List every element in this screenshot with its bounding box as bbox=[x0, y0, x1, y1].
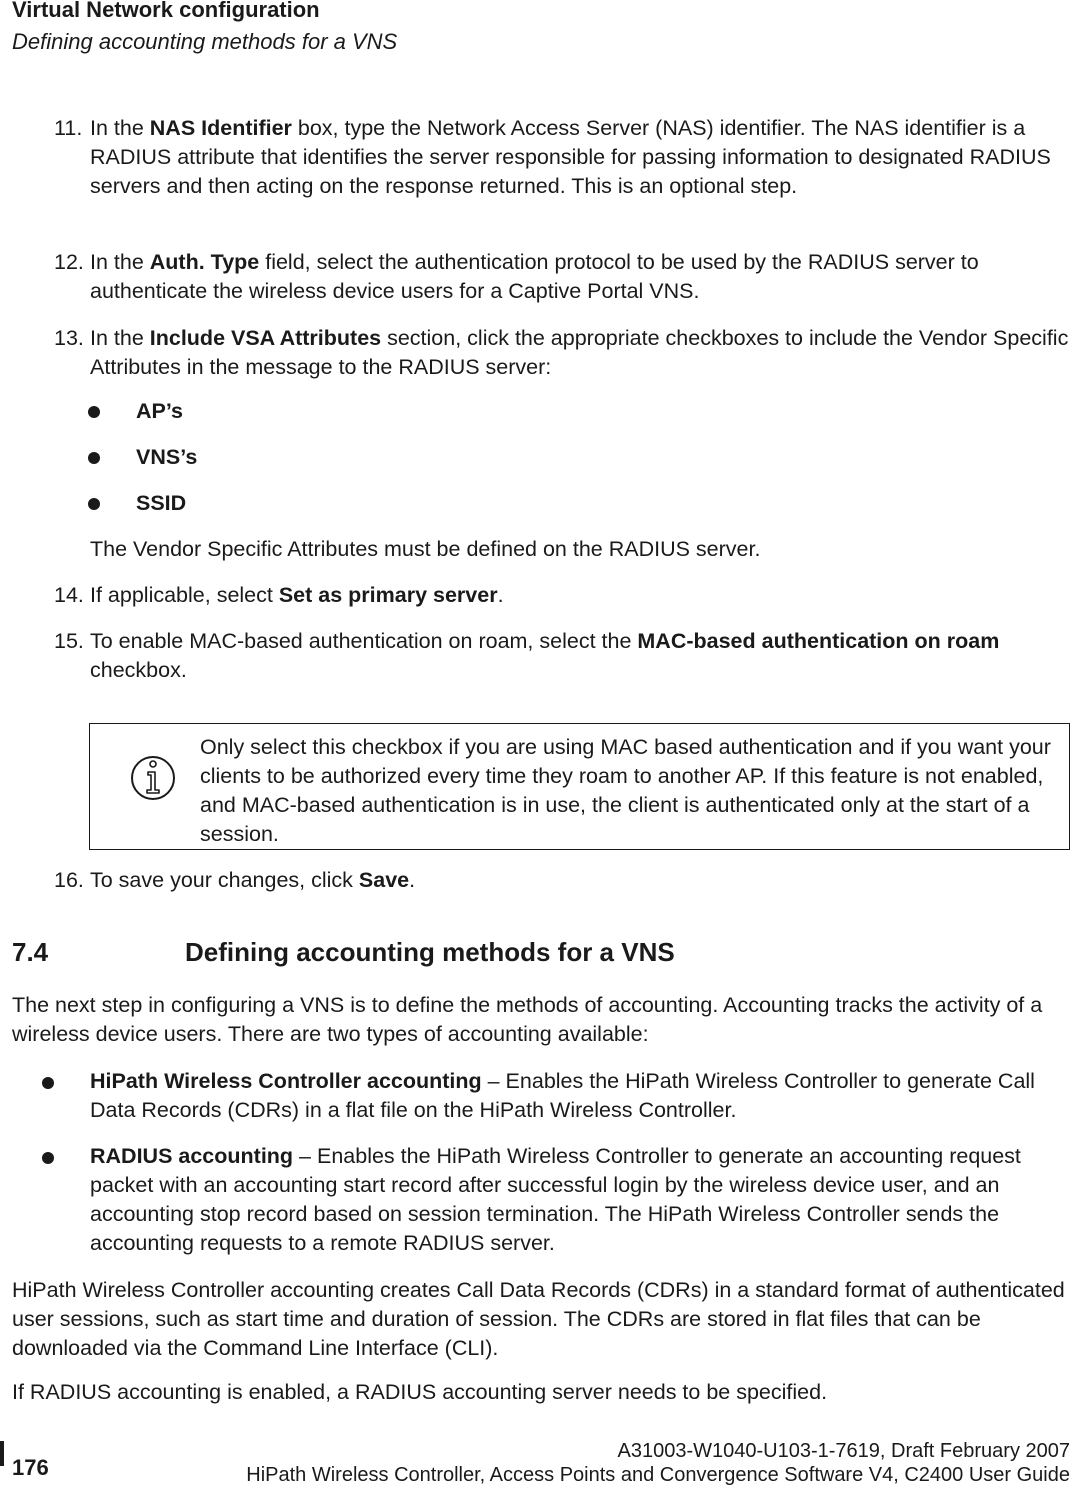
footer-doc-title: HiPath Wireless Controller, Access Points and Convergence Software V4, C2400 User Guide bbox=[246, 1464, 1070, 1486]
footer-doc-id: A31003-W1040-U103-1-7619, Draft February 2007 bbox=[617, 1440, 1070, 1462]
step-number: 13. bbox=[54, 326, 84, 350]
vsa-item-ssid: SSID bbox=[136, 491, 187, 515]
ui-term: Include VSA Attributes bbox=[149, 326, 382, 350]
ui-term: Set as primary server bbox=[278, 583, 498, 607]
bullet-dot bbox=[88, 498, 100, 510]
step-number: 14. bbox=[54, 583, 84, 607]
step-number: 16. bbox=[54, 868, 84, 892]
section-number: 7.4 bbox=[12, 937, 49, 967]
list-item: RADIUS accounting – Enables the HiPath Wireless Controller to generate an accounting request packet with an accounting start record after successful login by the wireless device user, and an accounting stop record based on session termination. The HiPath Wireless Controller sends the accounting requests to a remote RADIUS server. bbox=[90, 1144, 1021, 1255]
step-11: 11. In the NAS Identifier box, type the Network Access Server (NAS) identifier. The NAS identifier is a RADIUS attribute that identifies the server responsible for passing information to designated RADIUS servers and then acting on the response returned. This is an optional step. bbox=[54, 116, 1051, 198]
section-intro: The next step in configuring a VNS is to define the methods of accounting. Accounting tracks the activity of a wireless device users. There are two types of accounting available: bbox=[12, 993, 1043, 1046]
step-15: 15. To enable MAC-based authentication on roam, select the MAC-based authentication on roam checkbox. bbox=[54, 629, 1000, 682]
info-icon bbox=[130, 744, 176, 810]
step-number: 12. bbox=[54, 250, 84, 274]
ui-term: NAS Identifier bbox=[149, 116, 292, 140]
vsa-item-aps: AP’s bbox=[136, 399, 183, 423]
step-14: 14. If applicable, select Set as primary server. bbox=[54, 581, 1069, 610]
change-bar bbox=[0, 1441, 4, 1466]
ui-term: MAC-based authentication on roam bbox=[637, 629, 1000, 653]
note-text: Only select this checkbox if you are using MAC based authentication and if you want your clients to be authorized every time they roam to another AP. If this feature is not enabled, and MAC-based authentication is in use, the client is authenticated only at the start of a session. bbox=[200, 735, 1051, 846]
step-13: 13. In the Include VSA Attributes section, click the appropriate checkboxes to include the Vendor Specific Attributes in the message to the RADIUS server: bbox=[54, 326, 1069, 379]
step-number: 15. bbox=[54, 629, 84, 653]
bullet-dot bbox=[88, 452, 100, 464]
step-16: 16. To save your changes, click Save. bbox=[54, 866, 1069, 895]
page-number: 176 bbox=[12, 1455, 49, 1480]
paragraph-radius-server: If RADIUS accounting is enabled, a RADIUS accounting server needs to be specified. bbox=[12, 1380, 828, 1404]
vsa-item-vnss: VNS’s bbox=[136, 445, 198, 469]
running-header-subtitle: Defining accounting methods for a VNS bbox=[12, 29, 398, 54]
running-header-title: Virtual Network configuration bbox=[12, 0, 320, 22]
vsa-note: The Vendor Specific Attributes must be defined on the RADIUS server. bbox=[90, 537, 761, 561]
ui-term: Auth. Type bbox=[149, 250, 260, 274]
step-12: 12. In the Auth. Type field, select the authentication protocol to be used by the RADIUS server to authenticate the wireless device users for a Captive Portal VNS. bbox=[54, 250, 979, 303]
list-item: HiPath Wireless Controller accounting – Enables the HiPath Wireless Controller to generate Call Data Records (CDRs) in a flat file on the HiPath Wireless Controller. bbox=[90, 1069, 1035, 1122]
ui-term: Save bbox=[358, 868, 410, 892]
step-number: 11. bbox=[54, 116, 83, 140]
bullet-dot bbox=[88, 406, 100, 418]
bullet-dot bbox=[42, 1152, 54, 1164]
note-box bbox=[89, 723, 1070, 850]
section-title: Defining accounting methods for a VNS bbox=[185, 937, 675, 967]
paragraph-cdr: HiPath Wireless Controller accounting creates Call Data Records (CDRs) in a standard format of authenticated user sessions, such as start time and duration of session. The CDRs are stored in flat files that can be downloaded via the Command Line Interface (CLI). bbox=[12, 1278, 1065, 1360]
bullet-dot bbox=[42, 1077, 54, 1089]
